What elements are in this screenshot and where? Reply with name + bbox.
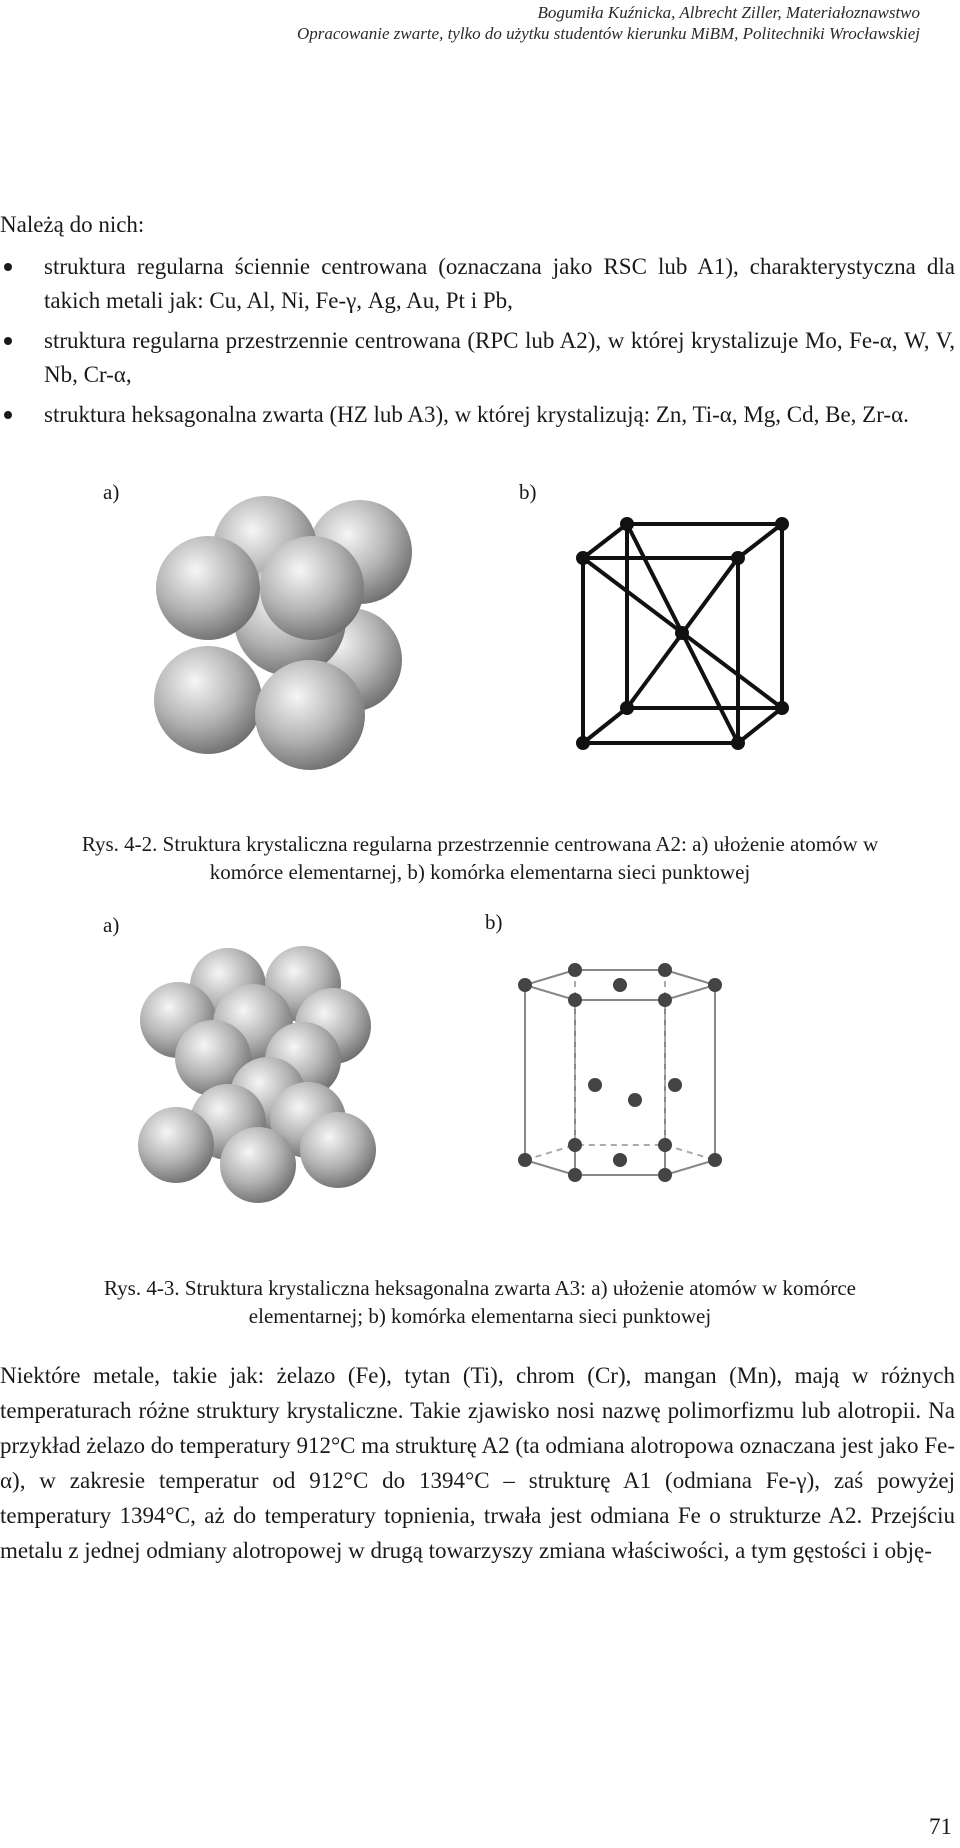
caption-line: komórce elementarnej, b) komórka elementarna sieci punktowej	[209, 860, 751, 884]
hcp-unit-cell-diagram	[505, 945, 795, 1205]
bullet-icon	[4, 337, 12, 345]
caption-line: Rys. 4-2. Struktura krystaliczna regularna przestrzennie centrowana A2: a) ułożenie atomów w	[81, 832, 879, 856]
figure1-label-a: a)	[103, 480, 120, 504]
intro-text: Należą do nich:	[0, 212, 145, 237]
header-authors: Bogumiła Kuźnicka, Albrecht Ziller, Materiałoznawstwo	[537, 3, 920, 22]
structure-list	[0, 250, 955, 438]
caption-line: Rys. 4-3. Struktura krystaliczna heksagonalna zwarta A3: a) ułożenie atomów w komórce	[103, 1276, 856, 1300]
figure1-caption	[30, 830, 930, 886]
bcc-atom-packing-image	[140, 490, 470, 790]
list-item-text: struktura regularna przestrzennie centrowana (RPC lub A2), w której krystalizuje Mo, Fe-α, W, V, Nb, Cr-α,	[44, 328, 955, 387]
list-item-text: struktura heksagonalna zwarta (HZ lub A3), w której krystalizują: Zn, Ti-α, Mg, Cd, Be, Zr-α.	[44, 402, 909, 427]
list-item	[0, 250, 955, 318]
list-item	[0, 398, 955, 432]
figure2-label-a: a)	[103, 913, 120, 937]
bullet-icon	[4, 411, 12, 419]
caption-line: elementarnej; b) komórka elementarna sieci punktowej	[248, 1304, 712, 1328]
bullet-icon	[4, 263, 12, 271]
page-number: 71	[929, 1814, 952, 1839]
figure2-label-b: b)	[485, 910, 503, 934]
figure1-label-b: b)	[519, 480, 537, 504]
header-note: Opracowanie zwarte, tylko do użytku studentów kierunku MiBM, Politechniki Wrocławskiej	[296, 24, 920, 43]
figure2-caption	[30, 1274, 930, 1330]
body-paragraph: Niektóre metale, takie jak: żelazo (Fe), tytan (Ti), chrom (Cr), mangan (Mn), mają w różnych temperaturach różne struktury krystaliczne. Takie zjawisko nosi nazwę polimorfizmu lub alotropii. Na przykład żelazo do temperatury 912°C ma strukturę A2 (ta odmiana alotropowa oznaczana jest jako Fe-α), w zakresie temperatur od 912°C do 1394°C – strukturę A1 (odmiana Fe-γ), zaś powyżej temperatury 1394°C, aż do temperatury topnienia, trwała jest odmiana Fe o strukturze A2. Przejściu metalu z jednej odmiany alotropowej w drugą towarzyszy zmiana właściwości, a tym gęstości i obję-	[0, 1363, 955, 1563]
hcp-atom-packing-image	[128, 940, 448, 1210]
list-item	[0, 324, 955, 392]
list-item-text: struktura regularna ściennie centrowana (oznaczana jako RSC lub A1), charakterystyczna dla takich metali jak: Cu, Al, Ni, Fe-γ, Ag, Au, Pt i Pb,	[44, 254, 955, 313]
bcc-unit-cell-diagram	[570, 510, 850, 755]
running-header	[297, 2, 920, 44]
